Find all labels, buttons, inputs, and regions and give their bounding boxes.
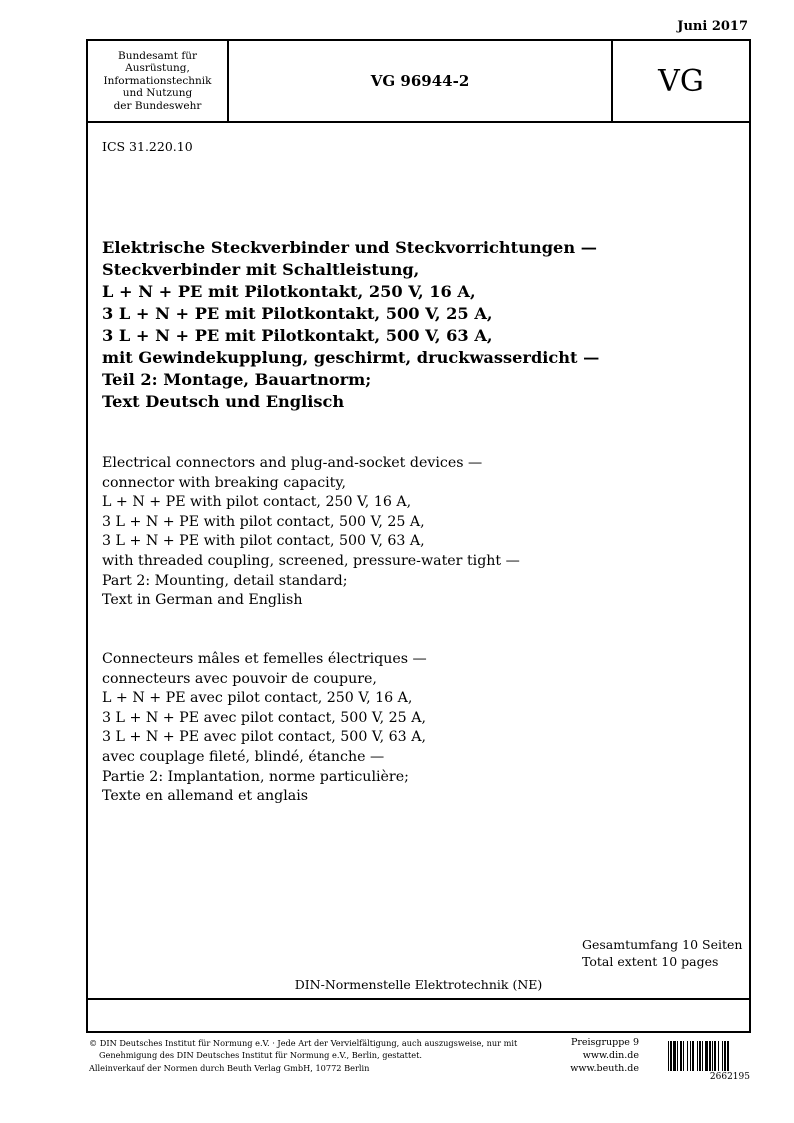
title-page-frame [86, 39, 751, 1033]
title-line: 3 L + N + PE with pilot contact, 500 V, 63 A, [102, 533, 425, 550]
bottom-divider [88, 998, 749, 1000]
title-line: connector with breaking capacity, [102, 474, 347, 491]
copyright-notice [89, 1037, 517, 1074]
series-mark: VG [658, 63, 704, 99]
title-line: Connecteurs mâles et femelles électriques — [102, 651, 427, 667]
title-line: Teil 2: Montage, Bauartnorm; [102, 370, 372, 389]
title-line: 3 L + N + PE avec pilot contact, 500 V, 25 A, [102, 709, 426, 726]
title-line: Part 2: Mounting, detail standard; [102, 572, 348, 589]
title-german [102, 237, 732, 413]
title-line: with threaded coupling, screened, pressure-water tight — [102, 552, 520, 569]
org-line: der Bundeswehr [113, 99, 202, 112]
copyright-line: © DIN Deutsches Institut für Normung e.V. · Jede Art der Vervielfältigung, auch auszugsweise, nur mit [89, 1038, 518, 1048]
title-english [102, 454, 732, 611]
title-line: Partie 2: Implantation, norme particulière; [102, 768, 409, 785]
org-line: Informationstechnik [103, 74, 212, 87]
publication-date: Juni 2017 [677, 19, 748, 34]
title-line: 3 L + N + PE with pilot contact, 500 V, 25 A, [102, 513, 425, 530]
title-line: avec couplage fileté, blindé, étanche — [102, 748, 385, 765]
issuing-organization [88, 41, 229, 121]
title-line: Text in German and English [102, 592, 303, 609]
extent-english: Total extent 10 pages [582, 954, 719, 969]
title-line: mit Gewindekupplung, geschirmt, druckwasserdicht — [102, 348, 600, 367]
price-group: Preisgruppe 9 [570, 1037, 639, 1048]
org-line: Ausrüstung, [125, 62, 190, 75]
page-extent [582, 936, 742, 970]
title-line: 3 L + N + PE mit Pilotkontakt, 500 V, 25 A, [102, 304, 493, 323]
title-line: Texte en allemand et anglais [102, 788, 309, 805]
din-website-link[interactable]: www.din.de [582, 1050, 639, 1061]
beuth-website-link[interactable]: www.beuth.de [570, 1063, 639, 1074]
extent-german: Gesamtumfang 10 Seiten [582, 937, 743, 952]
title-line: 3 L + N + PE avec pilot contact, 500 V, 63 A, [102, 729, 426, 746]
publisher-info [555, 1036, 639, 1075]
org-line: und Nutzung [122, 87, 193, 100]
document-number: VG 96944-2 [229, 41, 613, 121]
title-line: L + N + PE avec pilot contact, 250 V, 16 A, [102, 690, 413, 707]
standards-committee: DIN-Normenstelle Elektrotechnik (NE) [294, 977, 543, 992]
org-line: Bundesamt für [117, 49, 197, 62]
barcode-number: 2662195 [709, 1072, 750, 1082]
title-french [102, 650, 732, 807]
title-line: 3 L + N + PE mit Pilotkontakt, 500 V, 63 A, [102, 326, 493, 345]
copyright-line: Alleinverkauf der Normen durch Beuth Verlag GmbH, 10772 Berlin [89, 1062, 370, 1073]
title-line: Steckverbinder mit Schaltleistung, [102, 260, 420, 279]
ics-code: ICS 31.220.10 [102, 139, 193, 154]
title-line: connecteurs avec pouvoir de coupure, [102, 670, 377, 687]
title-line: L + N + PE with pilot contact, 250 V, 16 A, [102, 494, 412, 511]
title-line: Text Deutsch und Englisch [102, 392, 345, 411]
copyright-line: Genehmigung des DIN Deutsches Institut für Normung e.V., Berlin, gestattet. [99, 1050, 422, 1061]
header-row [88, 41, 749, 123]
title-line: Elektrische Steckverbinder und Steckvorrichtungen — [102, 238, 597, 257]
barcode-image [668, 1041, 750, 1071]
title-line: L + N + PE mit Pilotkontakt, 250 V, 16 A, [102, 282, 476, 301]
title-line: Electrical connectors and plug-and-socket devices — [102, 455, 483, 471]
